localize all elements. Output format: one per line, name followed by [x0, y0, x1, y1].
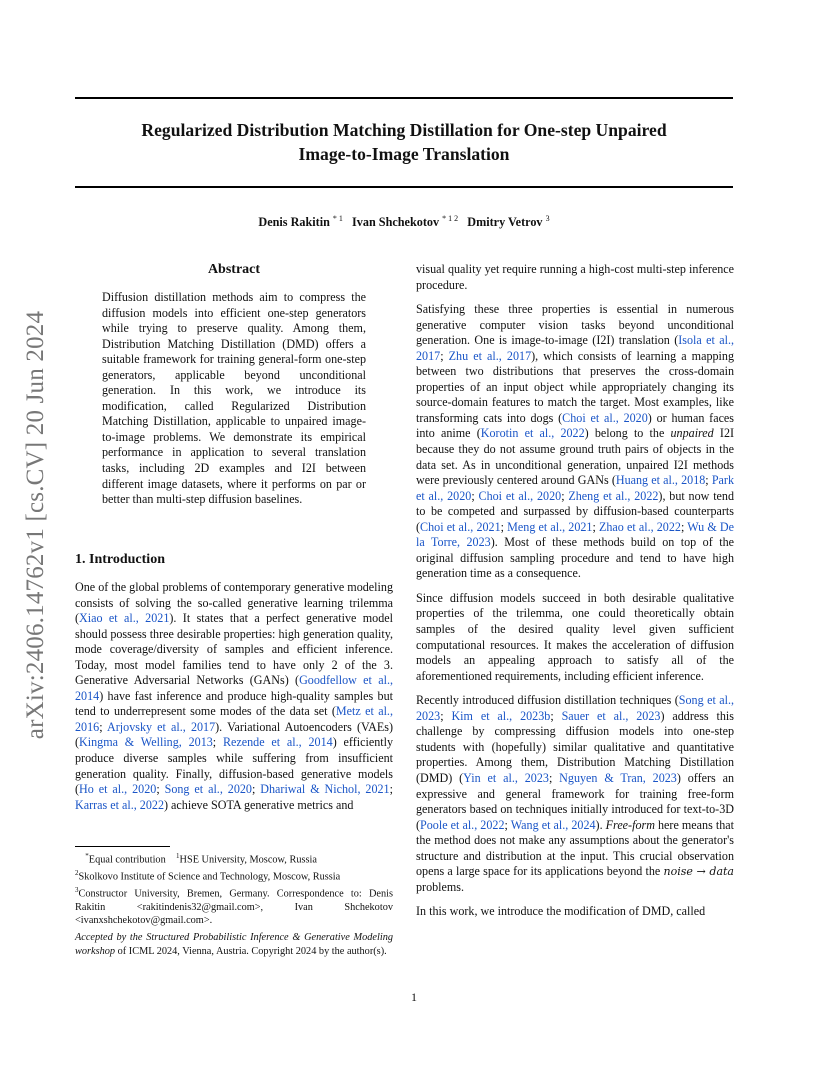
arxiv-sidebar-stamp: [16, 290, 56, 760]
paragraph: Satisfying these three properties is essential in numerous generative computer vision tasks beyond unconditional generation. One is image-to-image (I2I) translation (Isola et al., 2017; Zhu et al., 2017), which consists of learning a mapping between two distributions that preserves the cross-domain properties of an input object while appropriately changing its source-domain features to match the target. Most examples, like transforming cats into dogs (Choi et al., 2020) or human faces into anime (Korotin et al., 2022) belong to the unpaired I2I because they do not assume ground truth pairs of objects in the data set. As in unconditional generation, unpaired I2I methods were previously centered around GANs (Huang et al., 2018; Park et al., 2020; Choi et al., 2020; Zheng et al., 2022), but now tend to be competed and surpassed by diffusion-based counterparts (Choi et al., 2021; Meng et al., 2021; Zhao et al., 2022; Wu & De la Torre, 2023). Most of these methods build on top of the original diffusion sampling procedure and tend to have high generation time as a consequence.: [416, 302, 735, 581]
citation-link[interactable]: Yin et al., 2023: [463, 770, 549, 785]
acceptance-note: [75, 931, 393, 958]
citation-link[interactable]: Nguyen & Tran, 2023: [559, 770, 677, 785]
acceptance-venue: Accepted by the Structured Probabilistic Inference & Generative Modeling workshop: [75, 932, 393, 957]
intro-text: ;: [156, 782, 165, 797]
abstract-heading: Abstract: [207, 262, 261, 277]
citation-link[interactable]: Sauer et al., 2023: [561, 708, 661, 723]
citation-link[interactable]: Kingma & Welling, 2013: [79, 735, 213, 750]
intro-text: ;: [251, 782, 261, 797]
intro-text: ;: [212, 735, 223, 750]
citation-link[interactable]: Karras et al., 2022: [75, 797, 164, 812]
footnote-affiliation-3: Constructor University, Bremen, Germany. Correspondence to: Denis Rakitin <rakitindenis32@gmail.com>, Ivan Shchekotov <ivanxshchekotov@gmail.com>.: [75, 888, 393, 927]
arxiv-identifier: arXiv:2406.14762v1 [cs.CV] 20 Jun 2024: [22, 310, 49, 740]
intro-text: One of the global problems of contemporary generative modeling consists of solving the so-called generative learning trilemma (: [75, 580, 393, 626]
citation-link[interactable]: Metz et al., 2016: [75, 704, 393, 734]
paragraph: Since diffusion models succeed in both desirable qualitative properties of the trilemma, one could theoretically obtain samples of the desired quality level given sufficient computational resources. It makes the acceleration of diffusion models an appealing approach to satisfy all of the aforementioned requirements, including efficient inference.: [416, 590, 734, 683]
citation-link[interactable]: Ho et al., 2020: [79, 782, 157, 797]
intro-text: ) have fast inference and produce high-quality samples but tend to underrepresent some modes of the data set (: [75, 688, 393, 719]
citation-link[interactable]: Dhariwal & Nichol, 2021: [260, 782, 390, 797]
paper-title: [75, 118, 733, 166]
paragraph: visual quality yet require running a high-cost multi-step inference procedure.: [416, 262, 734, 292]
citation-link[interactable]: Zhao et al., 2022: [598, 519, 681, 534]
footnote-affiliation-2: Skolkovo Institute of Science and Technology, Moscow, Russia: [78, 871, 341, 883]
citation-link[interactable]: Choi et al., 2020: [562, 410, 648, 425]
title-bottom-rule: [75, 186, 733, 188]
acceptance-copyright: of ICML 2024, Vienna, Austria. Copyright 2024 by the author(s).: [115, 945, 387, 957]
section-heading-introduction: 1. Introduction: [75, 552, 165, 567]
math-noise-to-data: noise → data: [663, 865, 734, 879]
citation-link[interactable]: Song et al., 2020: [164, 782, 252, 797]
citation-link[interactable]: Wang et al., 2024: [510, 817, 596, 832]
intro-text: ;: [99, 719, 108, 734]
introduction-paragraph: [75, 580, 393, 813]
affiliation-footnote: *Equal contribution $^1$HSE University, Moscow, Russia $^2$Skolkovo Institute of Science and Technology, Moscow, Russia $^3$Constructor University, Bremen, Germany. Correspondence to: Denis Rakitin <rakitindenis32@gmail.com>, Ivan Shchekotov <ivanxshchekotov@gmail.com>.: [75, 852, 393, 927]
citation-link[interactable]: Rezende et al., 2014: [222, 735, 333, 750]
intro-text: ). It states that a perfect generative model should possess three desirable properties: high generation quality, mode coverage/diversity of samples and efficient inference. Today, most model families tend to have only 2 of the 3. Generative Adversarial Networks (GANs) (: [75, 611, 393, 688]
author-affiliation-marks: 3: [545, 214, 550, 223]
footnote-affiliation-1: HSE University, Moscow, Russia: [179, 854, 317, 866]
footnote-rule: [75, 846, 170, 847]
title-line-2: Image-to-Image Translation: [298, 144, 510, 164]
author-list: [75, 214, 733, 230]
citation-link[interactable]: Isola et al., 2017: [416, 333, 734, 363]
intro-text: ) efficiently produce diverse samples while suffering from insufficient generation quality. Finally, diffusion-based generative models (: [75, 735, 394, 797]
author-name: Denis Rakitin: [258, 215, 330, 230]
intro-text: ). Variational Autoencoders (VAEs) (: [75, 719, 394, 750]
citation-link[interactable]: Huang et al., 2018: [615, 473, 706, 488]
intro-text: ) achieve SOTA generative metrics and: [164, 797, 354, 812]
citation-link[interactable]: Goodfellow et al., 2014: [75, 673, 393, 703]
citation-link[interactable]: Choi et al., 2021: [420, 519, 501, 534]
title-top-rule: [75, 97, 733, 99]
intro-text: ;: [389, 782, 393, 797]
author-name: Ivan Shchekotov: [352, 215, 440, 230]
citation-link[interactable]: Wu & De la Torre, 2023: [416, 519, 734, 550]
citation-link[interactable]: Zhu et al., 2017: [448, 348, 532, 363]
page-number: 1: [411, 990, 417, 1004]
citation-link[interactable]: Zheng et al., 2022: [568, 488, 659, 503]
title-line-1: Regularized Distribution Matching Distillation for One-step Unpaired: [141, 120, 667, 140]
citation-link[interactable]: Poole et al., 2022: [420, 817, 505, 832]
citation-link[interactable]: Korotin et al., 2022: [480, 426, 585, 441]
citation-link[interactable]: Kim et al., 2023b: [451, 708, 551, 723]
emphasis-free-form: Free-form: [605, 817, 655, 832]
emphasis-unpaired: unpaired: [670, 426, 714, 441]
paragraph: Recently introduced diffusion distillation techniques (Song et al., 2023; Kim et al., 2023b; Sauer et al., 2023) address this challenge by compressing diffusion models into one-step students with (hopefully) similar qualitative and quantitative properties. Among them, Distribution Matching Distillation (DMD) (Yin et al., 2023; Nguyen & Tran, 2023) offers an expressive and general framework for training free-form generators based on techniques initially introduced for text-to-3D (Poole et al., 2022; Wang et al., 2024). Free-form here means that the method does not make any assumptions about the generator's structure and distribution at the input. This crucial observation opens a large space for its applications beyond the noise → data problems.: [416, 693, 735, 894]
citation-link[interactable]: Arjovsky et al., 2017: [107, 719, 216, 734]
author-name: Dmitry Vetrov: [467, 215, 543, 230]
paragraph: In this work, we introduce the modification of DMD, called: [416, 904, 706, 919]
right-column: [416, 262, 734, 929]
citation-link[interactable]: Song et al., 2023: [416, 693, 735, 723]
author-affiliation-marks: * 1 2: [442, 214, 459, 223]
citation-link[interactable]: Choi et al., 2020: [478, 488, 562, 503]
footnote-equal-contribution: Equal contribution: [88, 854, 166, 866]
citation-link[interactable]: Meng et al., 2021: [507, 519, 593, 534]
citation-link[interactable]: Xiao et al., 2021: [79, 611, 170, 626]
author-affiliation-marks: * 1: [332, 214, 343, 223]
abstract-body: Diffusion distillation methods aim to compress the diffusion models into efficient one-step generators while trying to preserve quality. Among them, Distribution Matching Distillation (DMD) offers a suitable framework for training general-form one-step generators, applicable beyond unconditional generation. In this work, we introduce its modification, called Regularized Distribution Matching Distillation, applicable to unpaired image-to-image problems. We demonstrate its empirical performance in application to several translation tasks, including 2D examples and I2I between different image datasets, where it performs on par or better than multi-step diffusion baselines.: [102, 290, 366, 507]
citation-link[interactable]: Park et al., 2020: [416, 473, 734, 503]
